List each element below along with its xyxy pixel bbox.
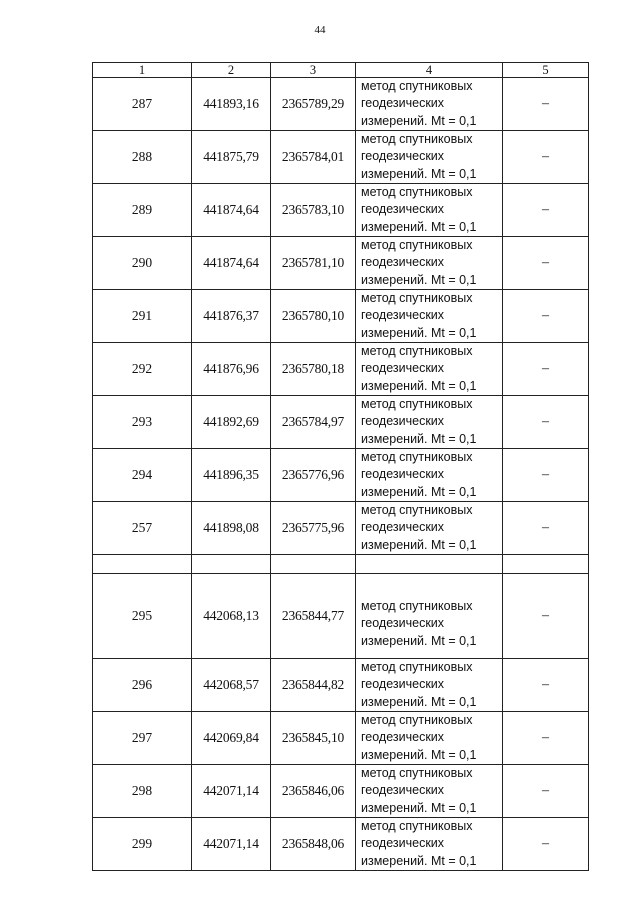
method-line: геодезических bbox=[361, 836, 445, 851]
point-number-cell: 287 bbox=[93, 78, 192, 131]
method-line: геодезических bbox=[361, 202, 445, 217]
table-row bbox=[93, 78, 589, 131]
note-cell: – bbox=[503, 184, 589, 237]
x-coordinate-cell: 442071,14 bbox=[192, 818, 271, 871]
method-line: геодезических bbox=[361, 361, 445, 376]
point-number-cell: 291 bbox=[93, 290, 192, 343]
method-line: метод спутниковых bbox=[361, 766, 473, 781]
method-line: метод спутниковых bbox=[361, 185, 473, 200]
method-line: геодезических bbox=[361, 783, 445, 798]
method-line: геодезических bbox=[361, 467, 445, 482]
point-number-cell: 294 bbox=[93, 449, 192, 502]
x-coordinate-cell: 441876,96 bbox=[192, 343, 271, 396]
method-line: измерений. Mt = 0,1 bbox=[361, 800, 477, 815]
note-cell: – bbox=[503, 765, 589, 818]
table-row bbox=[93, 502, 589, 555]
x-coordinate-cell: 441874,64 bbox=[192, 184, 271, 237]
method-line: измерений. Mt = 0,1 bbox=[361, 747, 477, 762]
point-number-cell: 292 bbox=[93, 343, 192, 396]
table-row bbox=[93, 818, 589, 871]
method-line: измерений. Mt = 0,1 bbox=[361, 166, 477, 181]
method-line: метод спутниковых bbox=[361, 599, 473, 614]
x-coordinate-cell: 442068,13 bbox=[192, 574, 271, 659]
method-line: измерений. Mt = 0,1 bbox=[361, 537, 477, 552]
x-coordinate-cell: 442068,57 bbox=[192, 659, 271, 712]
note-cell: – bbox=[503, 659, 589, 712]
x-coordinate-cell: 441896,35 bbox=[192, 449, 271, 502]
table-row bbox=[93, 574, 589, 659]
column-header: 2 bbox=[192, 63, 271, 78]
note-cell: – bbox=[503, 712, 589, 765]
table-row bbox=[93, 712, 589, 765]
method-line: геодезических bbox=[361, 520, 445, 535]
method-line: измерений. Mt = 0,1 bbox=[361, 694, 477, 709]
point-number-cell: 298 bbox=[93, 765, 192, 818]
y-coordinate-cell: 2365845,10 bbox=[271, 712, 356, 765]
table-row bbox=[93, 237, 589, 290]
method-cell bbox=[356, 502, 503, 555]
method-line: метод спутниковых bbox=[361, 238, 473, 253]
method-line: геодезических bbox=[361, 308, 445, 323]
method-cell bbox=[356, 131, 503, 184]
y-coordinate-cell: 2365848,06 bbox=[271, 818, 356, 871]
method-line: измерений. Mt = 0,1 bbox=[361, 431, 477, 446]
method-line: геодезических bbox=[361, 414, 445, 429]
method-line: метод спутниковых bbox=[361, 79, 473, 94]
method-line: метод спутниковых bbox=[361, 132, 473, 147]
note-cell: – bbox=[503, 449, 589, 502]
x-coordinate-cell: 441874,64 bbox=[192, 237, 271, 290]
table-row bbox=[93, 131, 589, 184]
note-cell: – bbox=[503, 343, 589, 396]
point-number-cell: 299 bbox=[93, 818, 192, 871]
note-cell: – bbox=[503, 78, 589, 131]
x-coordinate-cell: 442071,14 bbox=[192, 765, 271, 818]
method-line: метод спутниковых bbox=[361, 713, 473, 728]
method-line: геодезических bbox=[361, 255, 445, 270]
y-coordinate-cell: 2365776,96 bbox=[271, 449, 356, 502]
method-cell bbox=[356, 343, 503, 396]
header-row bbox=[93, 63, 589, 78]
point-number-cell: 293 bbox=[93, 396, 192, 449]
column-header: 3 bbox=[271, 63, 356, 78]
y-coordinate-cell: 2365846,06 bbox=[271, 765, 356, 818]
point-number-cell: 288 bbox=[93, 131, 192, 184]
table-row bbox=[93, 396, 589, 449]
method-line: измерений. Mt = 0,1 bbox=[361, 853, 477, 868]
y-coordinate-cell: 2365783,10 bbox=[271, 184, 356, 237]
note-cell: – bbox=[503, 396, 589, 449]
table-row bbox=[93, 659, 589, 712]
y-coordinate-cell: 2365775,96 bbox=[271, 502, 356, 555]
method-line: метод спутниковых bbox=[361, 503, 473, 518]
method-line: метод спутниковых bbox=[361, 450, 473, 465]
method-line: геодезических bbox=[361, 149, 445, 164]
point-number-cell: 289 bbox=[93, 184, 192, 237]
note-cell: – bbox=[503, 237, 589, 290]
method-cell bbox=[356, 712, 503, 765]
table-row bbox=[93, 765, 589, 818]
method-line: измерений. Mt = 0,1 bbox=[361, 272, 477, 287]
method-cell bbox=[356, 449, 503, 502]
y-coordinate-cell: 2365844,77 bbox=[271, 574, 356, 659]
point-number-cell: 257 bbox=[93, 502, 192, 555]
method-line: метод спутниковых bbox=[361, 344, 473, 359]
method-line: геодезических bbox=[361, 616, 445, 631]
method-line: метод спутниковых bbox=[361, 397, 473, 412]
column-header: 5 bbox=[503, 63, 589, 78]
method-line: геодезических bbox=[361, 677, 445, 692]
x-coordinate-cell: 442069,84 bbox=[192, 712, 271, 765]
y-coordinate-cell: 2365780,18 bbox=[271, 343, 356, 396]
method-cell bbox=[356, 237, 503, 290]
point-number-cell: 296 bbox=[93, 659, 192, 712]
page-number: 44 bbox=[314, 24, 326, 36]
x-coordinate-cell: 441892,69 bbox=[192, 396, 271, 449]
empty-cell bbox=[271, 555, 356, 574]
note-cell: – bbox=[503, 502, 589, 555]
method-line: измерений. Mt = 0,1 bbox=[361, 633, 477, 648]
x-coordinate-cell: 441876,37 bbox=[192, 290, 271, 343]
method-cell bbox=[356, 396, 503, 449]
empty-cell bbox=[192, 555, 271, 574]
note-cell: – bbox=[503, 818, 589, 871]
method-cell bbox=[356, 659, 503, 712]
method-line: метод спутниковых bbox=[361, 660, 473, 675]
y-coordinate-cell: 2365784,97 bbox=[271, 396, 356, 449]
method-cell bbox=[356, 184, 503, 237]
column-header: 1 bbox=[93, 63, 192, 78]
y-coordinate-cell: 2365789,29 bbox=[271, 78, 356, 131]
note-cell: – bbox=[503, 290, 589, 343]
method-line: метод спутниковых bbox=[361, 819, 473, 834]
method-cell bbox=[356, 818, 503, 871]
point-number-cell: 290 bbox=[93, 237, 192, 290]
method-line: метод спутниковых bbox=[361, 291, 473, 306]
table-row bbox=[93, 449, 589, 502]
method-line: геодезических bbox=[361, 730, 445, 745]
y-coordinate-cell: 2365781,10 bbox=[271, 237, 356, 290]
table-row bbox=[93, 184, 589, 237]
point-number-cell: 297 bbox=[93, 712, 192, 765]
method-line: измерений. Mt = 0,1 bbox=[361, 325, 477, 340]
separator-row bbox=[93, 555, 589, 574]
note-cell: – bbox=[503, 131, 589, 184]
empty-cell bbox=[503, 555, 589, 574]
x-coordinate-cell: 441875,79 bbox=[192, 131, 271, 184]
column-header: 4 bbox=[356, 63, 503, 78]
method-cell bbox=[356, 765, 503, 818]
empty-cell bbox=[356, 555, 503, 574]
y-coordinate-cell: 2365780,10 bbox=[271, 290, 356, 343]
table-row bbox=[93, 343, 589, 396]
y-coordinate-cell: 2365784,01 bbox=[271, 131, 356, 184]
method-line: измерений. Mt = 0,1 bbox=[361, 113, 477, 128]
y-coordinate-cell: 2365844,82 bbox=[271, 659, 356, 712]
method-line: измерений. Mt = 0,1 bbox=[361, 219, 477, 234]
point-number-cell: 295 bbox=[93, 574, 192, 659]
table-row bbox=[93, 290, 589, 343]
empty-cell bbox=[93, 555, 192, 574]
x-coordinate-cell: 441898,08 bbox=[192, 502, 271, 555]
method-cell bbox=[356, 290, 503, 343]
coordinates-table bbox=[92, 62, 589, 871]
method-line: измерений. Mt = 0,1 bbox=[361, 484, 477, 499]
method-line: геодезических bbox=[361, 96, 445, 111]
table-body bbox=[93, 63, 589, 871]
method-cell bbox=[356, 574, 503, 659]
note-cell: – bbox=[503, 574, 589, 659]
x-coordinate-cell: 441893,16 bbox=[192, 78, 271, 131]
method-cell bbox=[356, 78, 503, 131]
method-line: измерений. Mt = 0,1 bbox=[361, 378, 477, 393]
